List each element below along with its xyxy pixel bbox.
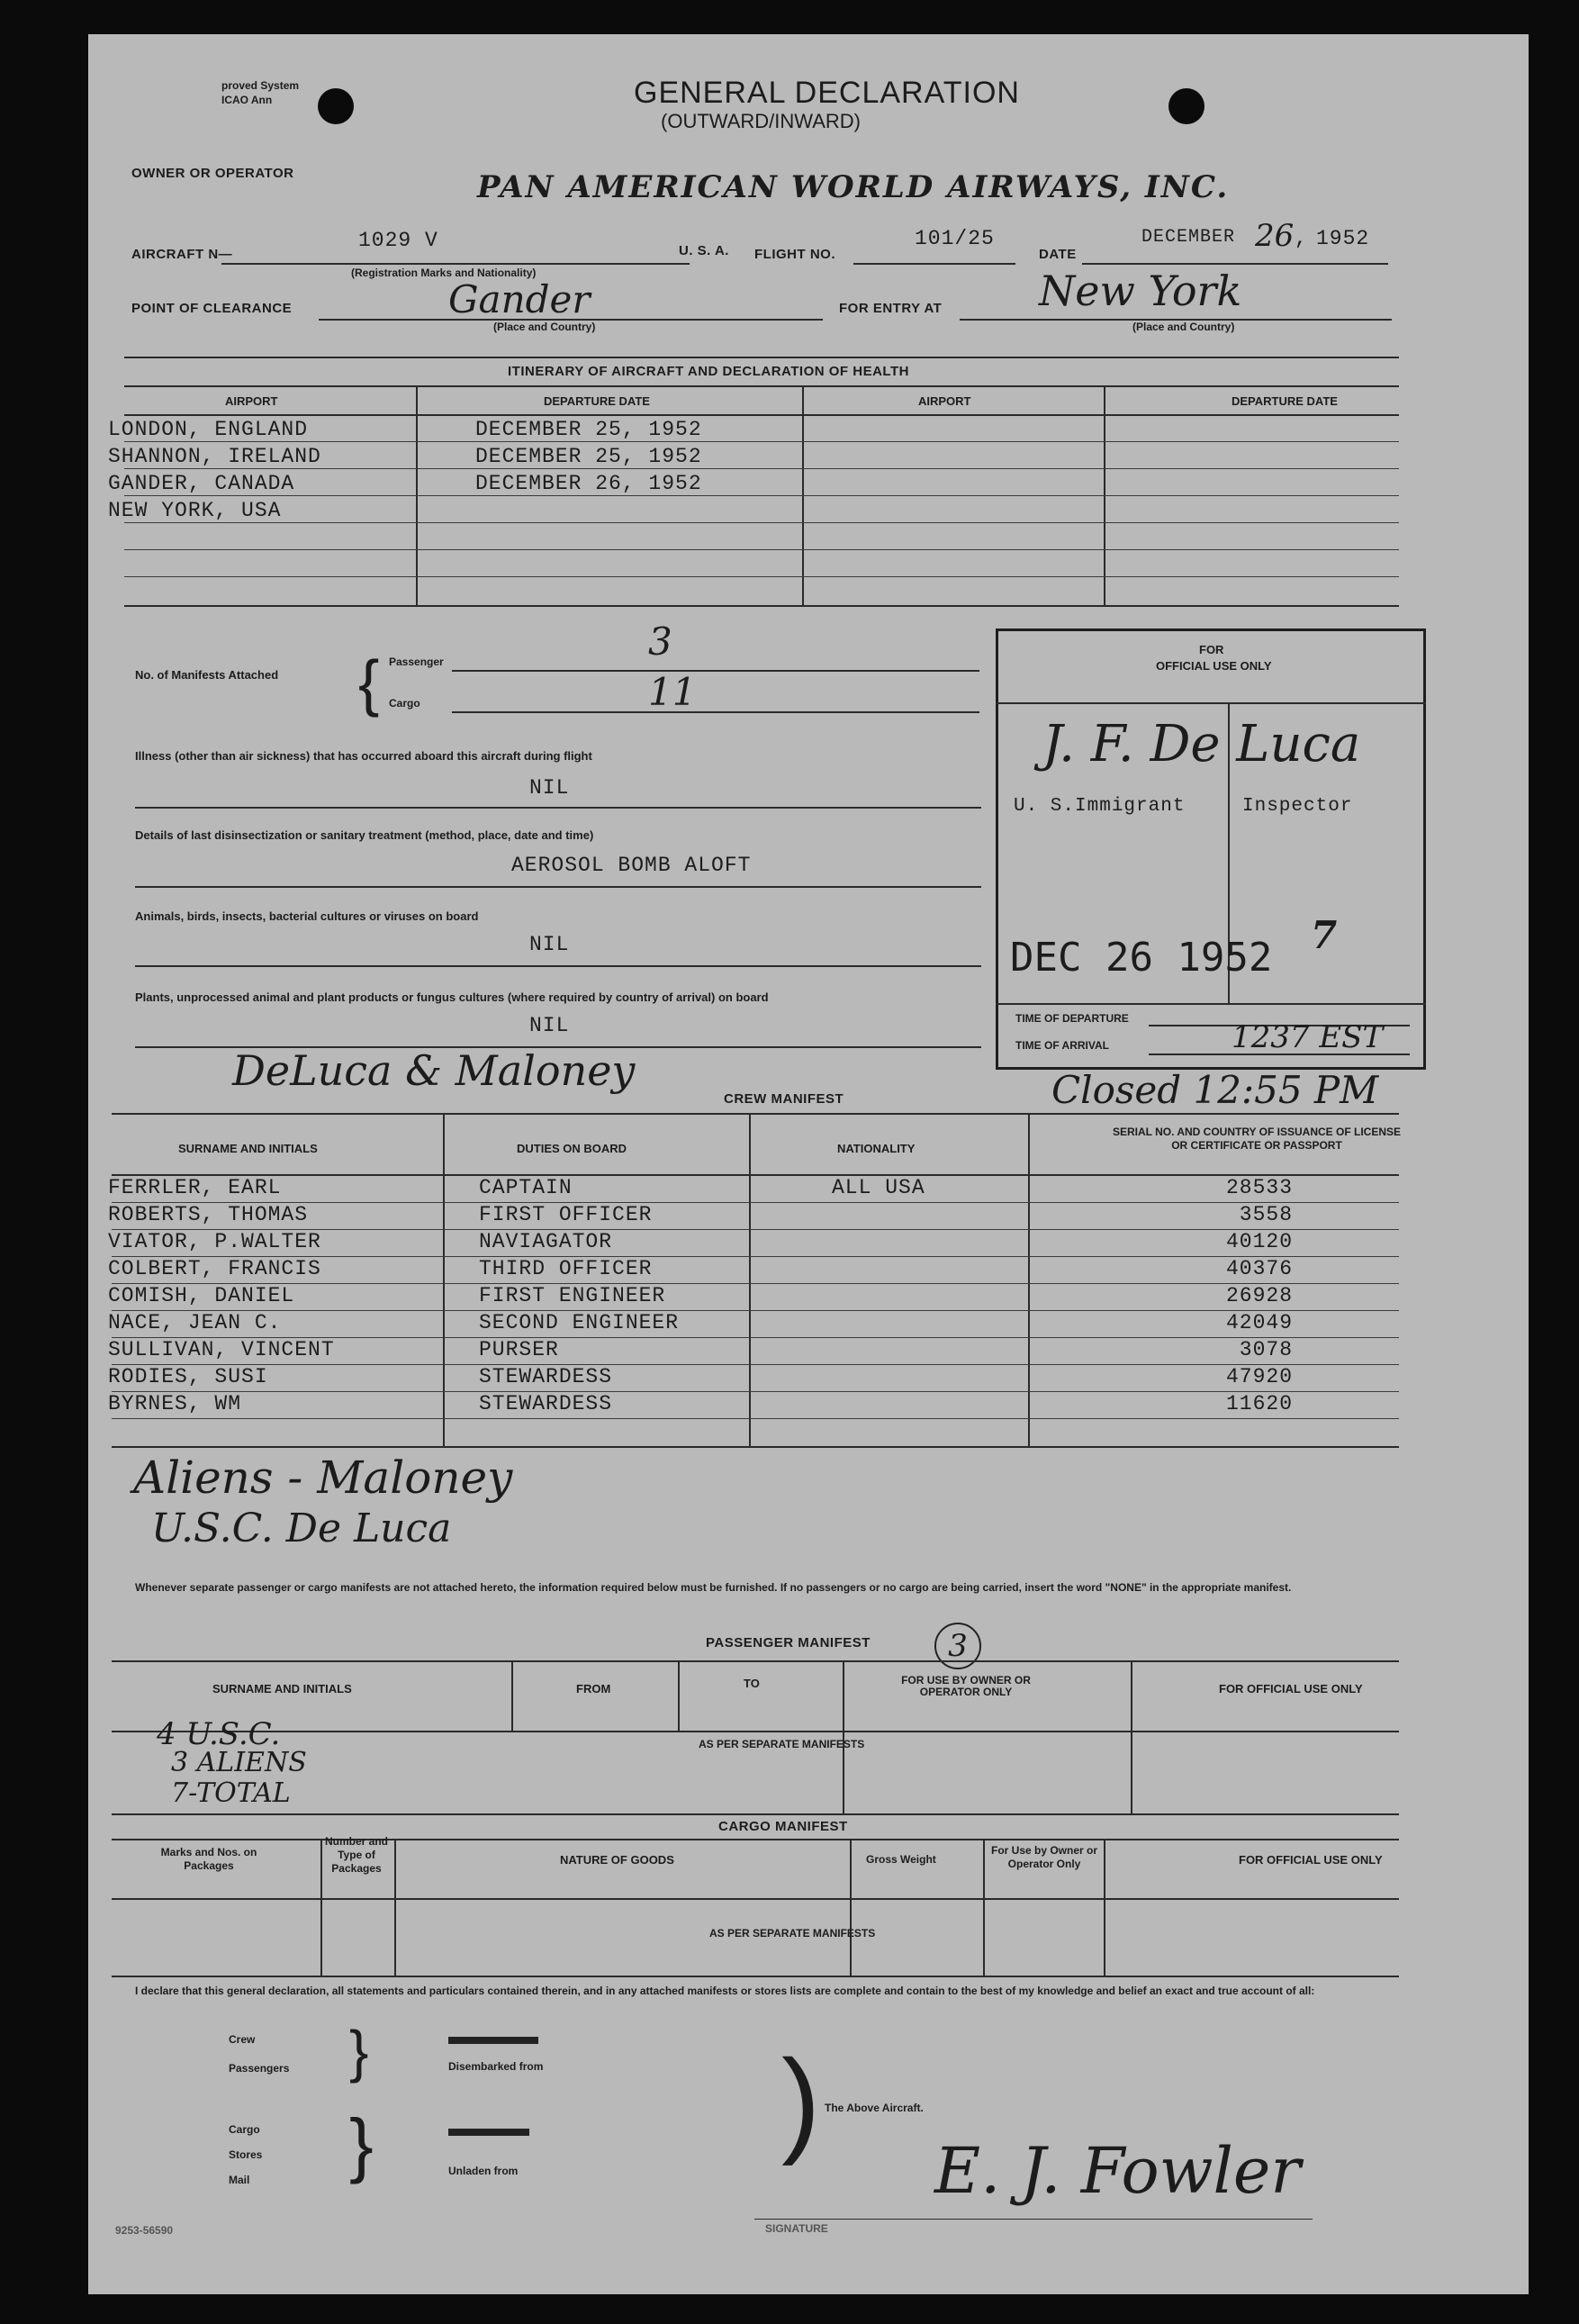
pax-header-operator: FOR USE BY OWNER OR OPERATOR ONLY [901, 1674, 1031, 1698]
crew-header-name: SURNAME AND INITIALS [178, 1142, 318, 1155]
crew-serial: 42049 [1225, 1311, 1293, 1334]
decl-disembarked: Disembarked from [448, 2060, 544, 2073]
passenger-manifest-label: Passenger [389, 656, 444, 668]
decl-unladen: Unladen from [448, 2165, 519, 2177]
crew-duty: STEWARDESS [479, 1392, 613, 1415]
general-declaration-form [88, 34, 1529, 2294]
clearance-value: Gander [448, 277, 591, 321]
itin-date-2: DECEMBER 25, 1952 [475, 445, 702, 468]
closed-note: Closed 12:55 PM [1051, 1068, 1379, 1112]
official-number: 7 [1311, 913, 1338, 957]
passenger-manifest-value: 3 [648, 619, 672, 664]
aircraft-value: 1029 V [358, 229, 438, 252]
cargo-header-number: Number and Type of Packages [324, 1835, 388, 1875]
cargo-header-official: FOR OFFICIAL USE ONLY [1239, 1853, 1383, 1867]
official-title-1: FOR [1199, 643, 1224, 656]
crew-duty: FIRST OFFICER [479, 1203, 653, 1226]
decl-passengers: Passengers [229, 2062, 290, 2075]
usc-note: U.S.C. De Luca [151, 1506, 452, 1551]
crew-duty: CAPTAIN [479, 1176, 573, 1199]
declaration-text: I declare that this general declaration, all statements and particulars contained therein, and in any attached manifests or stores lists are complete and contain to the best of my knowledge and belief an exact and true account of all: [135, 1985, 1315, 1997]
itin-airport-2: SHANNON, IRELAND [108, 445, 321, 468]
decl-above-aircraft: The Above Aircraft. [825, 2102, 924, 2114]
date-sep: , [1295, 227, 1308, 250]
crew-duty: PURSER [479, 1338, 559, 1361]
crew-name: BYRNES, WM [108, 1392, 242, 1415]
crew-name: NACE, JEAN C. [108, 1311, 282, 1334]
crew-duty: THIRD OFFICER [479, 1257, 653, 1280]
crew-duty: SECOND ENGINEER [479, 1311, 680, 1334]
crew-header-nationality: NATIONALITY [837, 1142, 916, 1155]
crew-name: ROBERTS, THOMAS [108, 1203, 309, 1226]
decl-stores: Stores [229, 2148, 263, 2161]
official-signature: J. F. De Luca [1042, 715, 1361, 773]
disinsect-value: AEROSOL BOMB ALOFT [511, 854, 752, 877]
cargo-header-nature: NATURE OF GOODS [560, 1853, 674, 1867]
entry-label: FOR ENTRY AT [839, 301, 943, 316]
plants-label: Plants, unprocessed animal and plant products or fungus cultures (where required by country of arrival) on board [135, 990, 769, 1004]
crew-name: FERRLER, EARL [108, 1176, 282, 1199]
corner-text-2: ICAO Ann [221, 94, 273, 106]
crew-name: COMISH, DANIEL [108, 1284, 295, 1307]
crew-serial: 40120 [1225, 1230, 1293, 1253]
crew-duty: FIRST ENGINEER [479, 1284, 666, 1307]
crew-serial: 26928 [1225, 1284, 1293, 1307]
crew-row-line [112, 1418, 1399, 1419]
pax-header-to: TO [744, 1677, 760, 1690]
arrival-stamp-date: DEC 26 1952 [1010, 935, 1273, 981]
officer-title-1: U. S.Immigrant [1014, 796, 1186, 817]
form-title: GENERAL DECLARATION [634, 76, 1020, 110]
crew-serial: 40376 [1225, 1257, 1293, 1280]
captain-signature: E. J. Fowler [934, 2134, 1301, 2208]
crew-name: RODIES, SUSI [108, 1365, 268, 1388]
cargo-manifest-value: 11 [648, 670, 697, 714]
itin-airport-4: NEW YORK, USA [108, 499, 282, 522]
decl-brace-2: } [349, 2104, 374, 2184]
decl-cargo: Cargo [229, 2123, 260, 2136]
itin-date-3: DECEMBER 26, 1952 [475, 472, 702, 495]
aliens-note: Aliens - Maloney [133, 1451, 513, 1504]
owner-value: PAN AMERICAN WORLD AIRWAYS, INC. [477, 169, 1230, 205]
pax-entry-2: 3 ALIENS [171, 1747, 307, 1778]
corner-text-1: proved System [221, 79, 300, 92]
pax-entry-1: 4 U.S.C. [157, 1716, 281, 1752]
inspectors-note: DeLuca & Maloney [232, 1046, 636, 1095]
manifests-brace: { [358, 647, 380, 718]
crew-name: COLBERT, FRANCIS [108, 1257, 321, 1280]
flight-label: FLIGHT NO. [754, 247, 835, 262]
arrival-time-value: 1237 EST [1232, 1019, 1384, 1055]
form-footer-code: 9253-56590 [115, 2224, 174, 2237]
owner-label: OWNER OR OPERATOR [131, 166, 294, 181]
clearance-caption: (Place and Country) [493, 321, 596, 333]
disinsect-label: Details of last disinsectization or sanitary treatment (method, place, date and time) [135, 828, 594, 842]
manifests-label: No. of Manifests Attached [135, 668, 279, 682]
cargo-manifest-label: Cargo [389, 697, 420, 710]
crew-name: VIATOR, P.WALTER [108, 1230, 321, 1253]
decl-strike-2 [448, 2129, 529, 2136]
decl-strike-1 [448, 2037, 538, 2044]
punch-hole-right [1168, 88, 1205, 124]
manifest-instruction: Whenever separate passenger or cargo manifests are not attached hereto, the information required below must be furnished. If no passengers or no cargo are being carried, insert the word "NONE" in the appropriate manifest. [135, 1581, 1292, 1594]
flight-value: 101/25 [915, 227, 995, 250]
usa-label: U. S. A. [679, 243, 729, 258]
passenger-title: PASSENGER MANIFEST [706, 1635, 871, 1650]
cargo-header-marks: Marks and Nos. on Packages [160, 1846, 257, 1872]
decl-brace-3: ) [781, 2035, 821, 2166]
pax-entry-3: 7-TOTAL [171, 1777, 291, 1809]
aircraft-caption: (Registration Marks and Nationality) [351, 267, 537, 279]
punch-hole-left [318, 88, 354, 124]
plants-value: NIL [529, 1014, 570, 1037]
crew-serial: 11620 [1225, 1392, 1293, 1415]
pax-header-official: FOR OFFICIAL USE ONLY [1219, 1682, 1363, 1696]
animals-value: NIL [529, 933, 570, 956]
date-year: 1952 [1316, 227, 1370, 250]
animals-label: Animals, birds, insects, bacterial cultures or viruses on board [135, 909, 479, 923]
entry-caption: (Place and Country) [1132, 321, 1235, 333]
itin-header-airport-2: AIRPORT [918, 394, 971, 408]
cargo-note: AS PER SEPARATE MANIFESTS [709, 1927, 876, 1940]
crew-title: CREW MANIFEST [724, 1091, 844, 1107]
decl-brace-1: } [349, 2019, 369, 2084]
cargo-header-weight: Gross Weight [866, 1853, 936, 1866]
itinerary-title: ITINERARY OF AIRCRAFT AND DECLARATION OF HEALTH [508, 364, 909, 379]
itin-airport-3: GANDER, CANADA [108, 472, 295, 495]
crew-serial: 28533 [1225, 1176, 1293, 1199]
crew-serial: 3558 [1239, 1203, 1293, 1226]
decl-mail: Mail [229, 2174, 250, 2186]
signature-label: SIGNATURE [765, 2222, 828, 2235]
crew-nationality: ALL USA [832, 1176, 925, 1199]
pax-note: AS PER SEPARATE MANIFESTS [699, 1738, 865, 1750]
pax-header-name: SURNAME AND INITIALS [212, 1682, 352, 1696]
crew-serial: 47920 [1225, 1365, 1293, 1388]
crew-serial: 3078 [1239, 1338, 1293, 1361]
itin-header-date-1: DEPARTURE DATE [544, 394, 650, 408]
itin-airport-1: LONDON, ENGLAND [108, 418, 309, 441]
crew-duty: NAVIAGATOR [479, 1230, 613, 1253]
decl-crew: Crew [229, 2033, 256, 2046]
itin-header-airport-1: AIRPORT [225, 394, 278, 408]
passenger-circled-count: 3 [934, 1623, 981, 1669]
aircraft-label: AIRCRAFT N— [131, 247, 233, 262]
crew-header-serial: SERIAL NO. AND COUNTRY OF ISSUANCE OF LICENSE OR CERTIFICATE OR PASSPORT [1112, 1126, 1402, 1152]
itin-date-1: DECEMBER 25, 1952 [475, 418, 702, 441]
crew-name: SULLIVAN, VINCENT [108, 1338, 335, 1361]
crew-header-duties: DUTIES ON BOARD [517, 1142, 627, 1155]
entry-value: New York [1039, 267, 1242, 315]
officer-title-2: Inspector [1242, 796, 1353, 817]
crew-duty: STEWARDESS [479, 1365, 613, 1388]
itin-header-date-2: DEPARTURE DATE [1232, 394, 1338, 408]
cargo-title: CARGO MANIFEST [718, 1819, 848, 1834]
form-subtitle: (OUTWARD/INWARD) [661, 110, 861, 132]
date-month: DECEMBER [1141, 227, 1236, 248]
pax-header-from: FROM [576, 1682, 611, 1696]
departure-time-label: TIME OF DEPARTURE [1015, 1012, 1129, 1025]
cargo-header-operator: For Use by Owner or Operator Only [990, 1844, 1098, 1870]
arrival-time-label: TIME OF ARRIVAL [1015, 1039, 1109, 1052]
official-title-2: OFFICIAL USE ONLY [1156, 659, 1272, 673]
date-label: DATE [1039, 247, 1077, 262]
date-day: 26 [1255, 218, 1295, 254]
clearance-label: POINT OF CLEARANCE [131, 301, 293, 316]
illness-value: NIL [529, 776, 570, 800]
illness-label: Illness (other than air sickness) that has occurred aboard this aircraft during flight [135, 749, 592, 763]
